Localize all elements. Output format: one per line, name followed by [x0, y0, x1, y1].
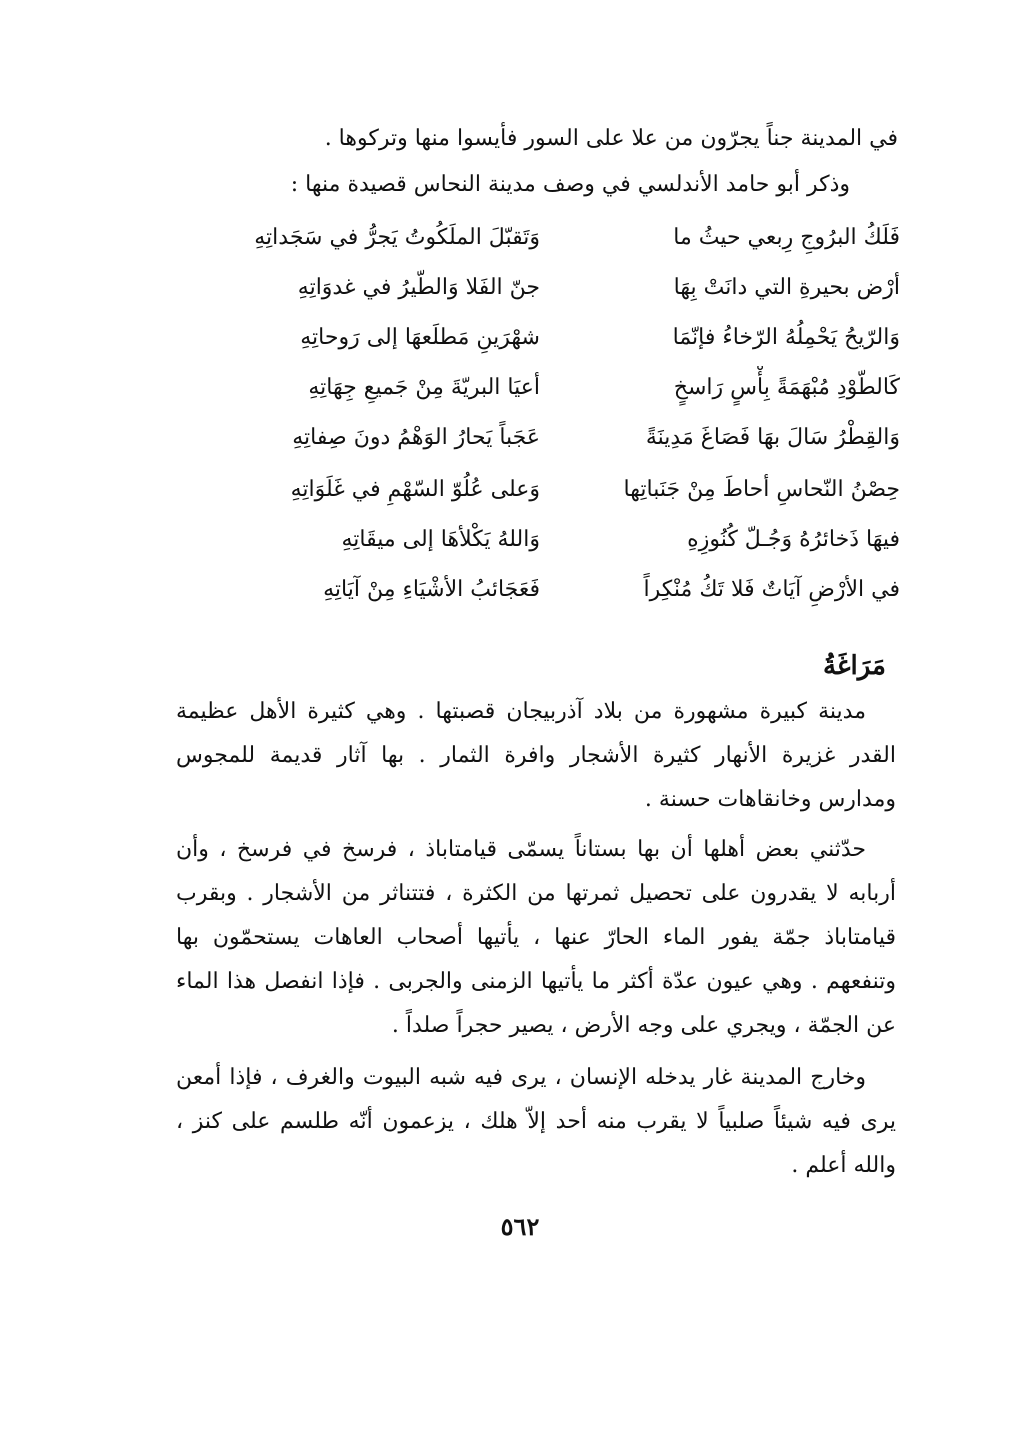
verse-row	[170, 316, 900, 360]
verse-row	[170, 416, 900, 460]
verse-first-hemistich: أرْض بحيرةِ التي دانَتْ بِهَا	[673, 275, 900, 300]
verse-row	[170, 568, 900, 612]
verse-second-hemistich: شهْرَينِ مَطلَعهَا إلى رَوحاتِهِ	[300, 325, 540, 350]
verse-first-hemistich: حِصْنُ النّحاسِ أحاطَ مِنْ جَنَباتِها	[623, 477, 900, 502]
verse-first-hemistich: وَالرّيحُ يَحْمِلُهُ الرّخاءُ فإنّمَا	[672, 325, 900, 350]
verse-first-hemistich: فَلَكُ البرُوجِ رِبعي حيثُ ما	[673, 225, 900, 250]
section-paragraph: مدينة كبيرة مشهورة من بلاد آذربيجان قصبتها . وهي كثيرة الأهل عظيمة القدر غزيرة الأنهار كثيرة الأشجار وافرة الثمار . بها آثار قديمة للمجوس ومدارس وخانقاهات حسنة .	[176, 699, 896, 812]
verse-second-hemistich: أعيَا البريّةَ مِنْ جَميعِ جِهَاتِهِ	[308, 375, 540, 400]
verse-first-hemistich: فيهَا ذَخائرُهُ وَجُـلّ كُنُوزِهِ	[687, 527, 900, 552]
section-paragraph: وخارج المدينة غار يدخله الإنسان ، يرى فيه شبه البيوت والغرف ، فإذا أمعن يرى فيه شيئاً صلبياً لا يقرب منه أحد إلاّ هلك ، يزعمون أنّه طلسم على كنز ، والله أعلم .	[176, 1065, 896, 1178]
verse-row	[170, 216, 900, 260]
verse-second-hemistich: وَاللهُ يَكْلأهَا إلى ميقَاتِهِ	[341, 527, 540, 552]
verse-first-hemistich: في الأرْضِ آيَاتٌ فَلا تَكُ مُنْكِراً	[643, 577, 900, 602]
verse-second-hemistich: جنّ الفَلا وَالطّيرُ في غدوَاتِهِ	[297, 275, 540, 300]
verse-row	[170, 366, 900, 410]
section-paragraph: حدّثني بعض أهلها أن بها بستاناً يسمّى قيامتاباذ ، فرسخ في فرسخ ، وأن أربابه لا يقدرون على تحصيل ثمرتها من الكثرة ، فتتناثر من الأشجار . وبقرب قيامتاباذ جمّة يفور الماء الحارّ عنها ، يأتيها أصحاب العاهات يستحمّون بها وتنفعهم . وهي عيون عدّة أكثر ما يأتيها الزمنى والجربى . فإذا انفصل هذا الماء عن الجمّة ، ويجري على وجه الأرض ، يصير حجراً صلداً .	[176, 837, 896, 1038]
verse-first-hemistich: كَالطّوْدِ مُبْهَمَةً بِأْسٍ رَاسخٍ	[673, 375, 900, 400]
verse-second-hemistich: وَتَقبّلَ الملَكُوتُ يَجرُّ في سَجَداتِهِ	[254, 225, 540, 250]
verse-second-hemistich: عَجَباً يَحارُ الوَهْمُ دونَ صِفاتِهِ	[292, 425, 540, 450]
page-number: ٥٦٢	[500, 1212, 540, 1241]
verse-row	[170, 518, 900, 562]
verse-second-hemistich: وَعلى عُلُوّ السّهْمِ في غَلَوَاتِهِ	[290, 477, 540, 502]
verse-first-hemistich: وَالقِطْرُ سَالَ بهَا فَصَاغَ مَدِينَةً	[645, 425, 900, 450]
verse-second-hemistich: فَعَجَائبُ الأشْيَاءِ مِنْ آيَاتِهِ	[323, 577, 540, 602]
verse-row	[170, 468, 900, 512]
section-heading: مَرَاغَةُ	[822, 651, 886, 681]
intro-line-2: وذكر أبو حامد الأندلسي في وصف مدينة النحاس قصيدة منها :	[290, 172, 850, 197]
intro-line-1: في المدينة جناً يجرّون من علا على السور فأيسوا منها وتركوها .	[324, 126, 898, 151]
verse-row	[170, 266, 900, 310]
